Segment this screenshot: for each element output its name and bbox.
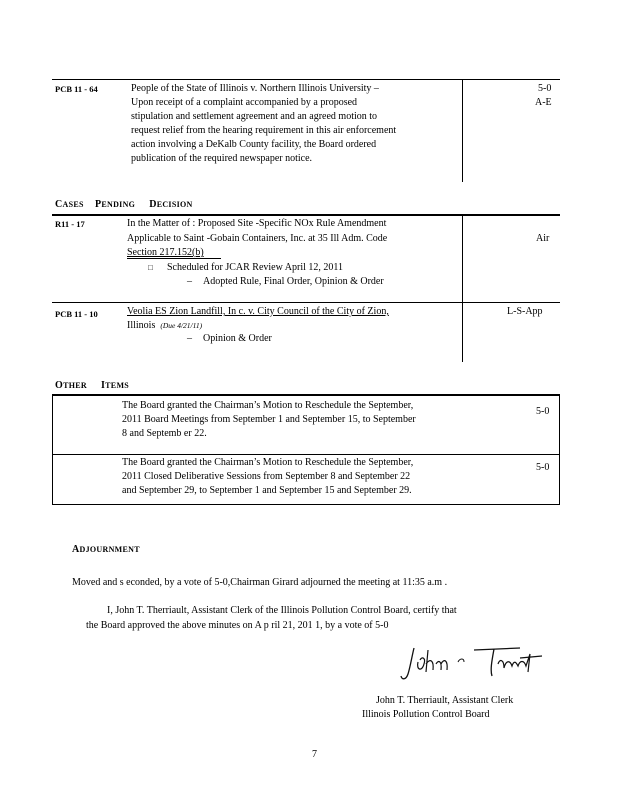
case-type: Air	[536, 233, 550, 244]
certification-line: the Board approved the above minutes on A p ril 21, 201 1, by a vote of 5-0	[86, 620, 389, 631]
page-number: 7	[312, 749, 317, 760]
table-column-divider	[462, 216, 463, 362]
case-number: PCB 11 - 64	[55, 84, 98, 94]
row-rule	[52, 454, 560, 455]
item-line: 8 and Septemb er 22.	[122, 428, 207, 439]
checkbox-icon: □	[148, 263, 153, 272]
section-heading-cases-pending: CASES PENDING DECISION	[55, 199, 193, 210]
case-bullet: Adopted Rule, Final Order, Opinion & Order	[203, 276, 384, 287]
case-type: A-E	[535, 97, 552, 108]
case-line: action involving a DeKalb County facility, the Board ordered	[131, 139, 377, 150]
section-rule	[52, 394, 560, 396]
case-line: publication of the required newspaper notice.	[131, 153, 313, 164]
case-description	[131, 82, 396, 166]
case-line: People of the State of Illinois v. Northern Illinois University –	[131, 83, 379, 94]
dash-icon: –	[187, 276, 192, 287]
table-column-divider	[559, 396, 560, 505]
section-rule	[52, 214, 560, 216]
vote-count: 5-0	[538, 83, 552, 94]
item-line: and September 29, to September 1 and September 15 and September 29.	[122, 485, 412, 496]
section-heading-other-items: OTHER ITEMS	[55, 380, 130, 391]
case-line: stipulation and settlement agreement and an agreed motion to	[131, 111, 378, 122]
other-item-text	[122, 456, 413, 498]
case-bullet: Scheduled for JCAR Review April 12, 2011	[167, 262, 344, 273]
due-date-note: (Due 4/21/11)	[160, 321, 203, 330]
row-rule	[52, 302, 560, 303]
case-line: In the Matter of : Proposed Site -Specific NOx Rule Amendment	[127, 218, 387, 229]
table-column-divider	[52, 396, 53, 505]
underline-rule	[127, 258, 221, 259]
adjournment-text: Moved and s econded, by a vote of 5-0,Chairman Girard adjourned the meeting at 11:35 a.m .	[72, 577, 448, 588]
case-line: request relief from the hearing requirement in this air enforcement	[131, 125, 397, 136]
handwritten-signature	[400, 642, 546, 684]
certification-line: I, John T. Therriault, Assistant Clerk of the Illinois Pollution Control Board, certify that	[107, 605, 457, 616]
signatory-organization: Illinois Pollution Control Board	[362, 709, 490, 720]
case-line: Applicable to Saint -Gobain Containers, Inc. at 35 Ill Adm. Code	[127, 233, 388, 244]
item-line: 2011 Closed Deliberative Sessions from September 8 and September 22	[122, 471, 411, 482]
other-item-text	[122, 399, 416, 441]
case-type: L-S-App	[507, 306, 543, 317]
signatory-name: John T. Therriault, Assistant Clerk	[376, 695, 514, 706]
case-bullet: Opinion & Order	[203, 333, 272, 344]
table-column-divider	[462, 80, 463, 182]
vote-count: 5-0	[536, 462, 550, 473]
case-line: Illinois (Due 4/21/11)	[127, 320, 203, 331]
dash-icon: –	[187, 333, 192, 344]
item-line: The Board granted the Chairman’s Motion to Reschedule the September,	[122, 457, 414, 468]
item-line: The Board granted the Chairman’s Motion to Reschedule the September,	[122, 400, 414, 411]
section-heading-adjournment: ADJOURNMENT	[72, 544, 140, 555]
vote-count: 5-0	[536, 406, 550, 417]
case-number: PCB 11 - 10	[55, 309, 98, 319]
case-line: Veolia ES Zion Landfill, In c. v. City Council of the City of Zion,	[127, 306, 389, 317]
item-line: 2011 Board Meetings from September 1 and September 15, to September	[122, 414, 416, 425]
row-rule	[52, 504, 560, 505]
case-number: R11 - 17	[55, 219, 85, 229]
case-line: Section 217.152(b)	[127, 247, 204, 258]
table-top-rule	[52, 79, 560, 80]
case-line: Upon receipt of a complaint accompanied by a proposed	[131, 97, 358, 108]
